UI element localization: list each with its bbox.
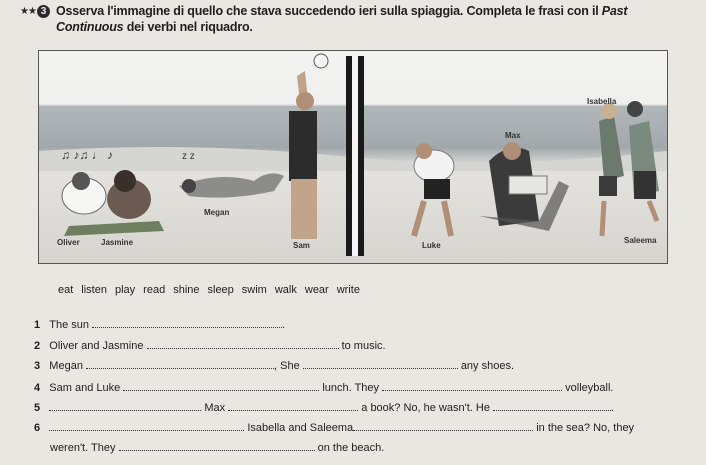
exercise-4: 4 Sam and Luke lunch. They volleyball. [34,382,614,394]
exercise-3: 3 Megan , She any shoes. [34,360,515,372]
label-saleema: Saleema [624,236,657,245]
blank-5b[interactable] [228,401,358,411]
exercise-5: 5 Max a book? No, he wasn't. He . [34,402,615,414]
word-bank-item: read [143,284,166,296]
word-bank-item: play [114,284,136,296]
blank-6b[interactable] [353,421,533,431]
word-bank-item: sleep [207,284,234,296]
svg-text:♫ ♪♫ ♩ ♪: ♫ ♪♫ ♩ ♪ [61,148,114,162]
word-bank-item: wear [304,284,329,296]
difficulty-stars: ★★ [20,6,36,17]
blank-3a[interactable] [86,359,274,369]
label-jasmine: Jasmine [101,238,134,247]
exercise-1: 1 The sun . [34,319,286,331]
svg-text:z z: z z [182,151,195,162]
word-bank-item: shine [173,284,200,296]
label-max: Max [505,131,521,140]
blank-5a[interactable] [49,401,201,411]
exercise-6-continued: weren't. They on the beach. [50,442,385,454]
blank-1[interactable] [92,318,282,328]
word-bank-item: swim [241,284,267,296]
label-oliver: Oliver [57,238,80,247]
beach-scene-drawing [39,51,667,263]
word-bank-item: write [336,284,360,296]
label-sam: Sam [293,241,310,250]
instruction-line-2: Continuous dei verbi nel riquadro. [56,20,253,34]
blank-4a[interactable] [123,381,319,391]
blank-4b[interactable] [382,381,562,391]
blank-3b[interactable] [303,359,458,369]
label-megan: Megan [204,208,230,217]
exercise-6: 6 Isabella and Saleema in the sea? No, they [34,422,635,434]
beach-illustration [38,50,668,264]
label-luke: Luke [422,241,441,250]
word-bank-item: listen [81,284,107,296]
verb-word-bank [58,284,368,296]
word-bank-item: walk [274,284,297,296]
word-bank-item: eat [58,284,74,296]
blank-6c[interactable] [119,441,315,451]
blank-5c[interactable] [493,401,611,411]
instruction-line-1: Osserva l'immagine di quello che stava succedendo ieri sulla spiaggia. Completa le frasi con il Past [56,4,628,18]
blank-6a[interactable] [49,421,244,431]
exercise-2: 2 Oliver and Jasmine to music. [34,340,386,352]
label-isabella: Isabella [587,97,617,106]
exercise-number-badge: 3 [37,5,50,18]
blank-2[interactable] [147,339,339,349]
